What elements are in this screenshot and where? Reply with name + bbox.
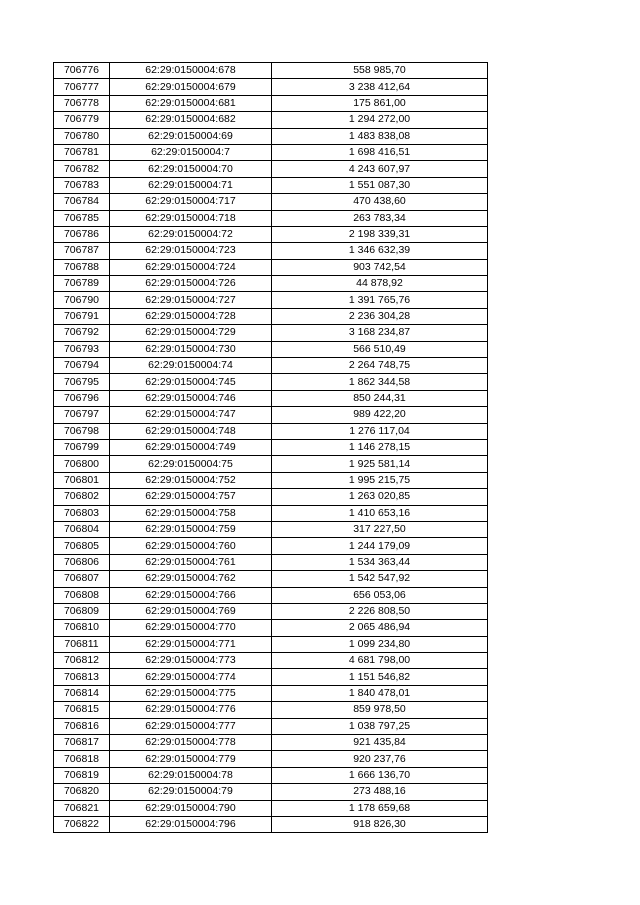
cadastral-value-cell: 1 483 838,08 — [272, 128, 488, 144]
row-number-cell: 706799 — [54, 439, 110, 455]
cadastral-number-cell: 62:29:0150004:760 — [110, 538, 272, 554]
cadastral-number-cell: 62:29:0150004:746 — [110, 390, 272, 406]
table-body — [54, 63, 488, 833]
row-number-cell: 706820 — [54, 784, 110, 800]
cadastral-number-cell: 62:29:0150004:678 — [110, 63, 272, 79]
table-row — [54, 292, 488, 308]
cadastral-value-cell: 470 438,60 — [272, 194, 488, 210]
cadastral-number-cell: 62:29:0150004:773 — [110, 653, 272, 669]
cadastral-number-cell: 62:29:0150004:717 — [110, 194, 272, 210]
cadastral-number-cell: 62:29:0150004:69 — [110, 128, 272, 144]
table-row — [54, 276, 488, 292]
row-number-cell: 706816 — [54, 718, 110, 734]
table-row — [54, 554, 488, 570]
cadastral-number-cell: 62:29:0150004:777 — [110, 718, 272, 734]
cadastral-value-cell: 1 178 659,68 — [272, 800, 488, 816]
cadastral-number-cell: 62:29:0150004:726 — [110, 276, 272, 292]
table-row — [54, 669, 488, 685]
table-row — [54, 800, 488, 816]
cadastral-value-cell: 4 681 798,00 — [272, 653, 488, 669]
table-row — [54, 226, 488, 242]
row-number-cell: 706797 — [54, 407, 110, 423]
row-number-cell: 706782 — [54, 161, 110, 177]
row-number-cell: 706780 — [54, 128, 110, 144]
cadastral-number-cell: 62:29:0150004:778 — [110, 735, 272, 751]
cadastral-number-cell: 62:29:0150004:762 — [110, 571, 272, 587]
row-number-cell: 706817 — [54, 735, 110, 751]
table-row — [54, 423, 488, 439]
cadastral-value-cell: 273 488,16 — [272, 784, 488, 800]
table-row — [54, 161, 488, 177]
cadastral-number-cell: 62:29:0150004:757 — [110, 489, 272, 505]
row-number-cell: 706805 — [54, 538, 110, 554]
row-number-cell: 706819 — [54, 767, 110, 783]
cadastral-value-cell: 1 840 478,01 — [272, 685, 488, 701]
row-number-cell: 706778 — [54, 95, 110, 111]
cadastral-number-cell: 62:29:0150004:723 — [110, 243, 272, 259]
table-row — [54, 341, 488, 357]
cadastral-number-cell: 62:29:0150004:774 — [110, 669, 272, 685]
table-row — [54, 751, 488, 767]
cadastral-number-cell: 62:29:0150004:718 — [110, 210, 272, 226]
cadastral-number-cell: 62:29:0150004:730 — [110, 341, 272, 357]
cadastral-value-cell: 1 244 179,09 — [272, 538, 488, 554]
row-number-cell: 706806 — [54, 554, 110, 570]
cadastral-number-cell: 62:29:0150004:770 — [110, 620, 272, 636]
table-row — [54, 702, 488, 718]
table-row — [54, 63, 488, 79]
cadastral-number-cell: 62:29:0150004:724 — [110, 259, 272, 275]
table-row — [54, 308, 488, 324]
cadastral-value-cell: 918 826,30 — [272, 816, 488, 832]
cadastral-number-cell: 62:29:0150004:7 — [110, 144, 272, 160]
cadastral-value-cell: 903 742,54 — [272, 259, 488, 275]
table-row — [54, 538, 488, 554]
cadastral-number-cell: 62:29:0150004:71 — [110, 177, 272, 193]
row-number-cell: 706791 — [54, 308, 110, 324]
row-number-cell: 706821 — [54, 800, 110, 816]
table-row — [54, 112, 488, 128]
cadastral-value-cell: 1 534 363,44 — [272, 554, 488, 570]
cadastral-value-cell: 1 666 136,70 — [272, 767, 488, 783]
row-number-cell: 706796 — [54, 390, 110, 406]
row-number-cell: 706807 — [54, 571, 110, 587]
cadastral-number-cell: 62:29:0150004:758 — [110, 505, 272, 521]
table-row — [54, 439, 488, 455]
cadastral-value-cell: 1 698 416,51 — [272, 144, 488, 160]
cadastral-number-cell: 62:29:0150004:74 — [110, 358, 272, 374]
cadastral-value-table — [53, 62, 488, 833]
cadastral-value-cell: 263 783,34 — [272, 210, 488, 226]
cadastral-value-cell: 3 168 234,87 — [272, 325, 488, 341]
row-number-cell: 706792 — [54, 325, 110, 341]
table-row — [54, 472, 488, 488]
row-number-cell: 706809 — [54, 603, 110, 619]
cadastral-value-cell: 989 422,20 — [272, 407, 488, 423]
table-row — [54, 259, 488, 275]
table-row — [54, 456, 488, 472]
table-row — [54, 210, 488, 226]
row-number-cell: 706776 — [54, 63, 110, 79]
cadastral-number-cell: 62:29:0150004:681 — [110, 95, 272, 111]
table-row — [54, 636, 488, 652]
table-row — [54, 587, 488, 603]
cadastral-number-cell: 62:29:0150004:745 — [110, 374, 272, 390]
row-number-cell: 706785 — [54, 210, 110, 226]
table-row — [54, 144, 488, 160]
cadastral-number-cell: 62:29:0150004:771 — [110, 636, 272, 652]
table-row — [54, 128, 488, 144]
cadastral-number-cell: 62:29:0150004:761 — [110, 554, 272, 570]
cadastral-number-cell: 62:29:0150004:769 — [110, 603, 272, 619]
row-number-cell: 706822 — [54, 816, 110, 832]
table-row — [54, 505, 488, 521]
table-row — [54, 653, 488, 669]
cadastral-number-cell: 62:29:0150004:75 — [110, 456, 272, 472]
cadastral-value-cell: 859 978,50 — [272, 702, 488, 718]
cadastral-value-cell: 850 244,31 — [272, 390, 488, 406]
table-row — [54, 784, 488, 800]
cadastral-value-cell: 44 878,92 — [272, 276, 488, 292]
table-row — [54, 603, 488, 619]
table-row — [54, 79, 488, 95]
table-row — [54, 325, 488, 341]
cadastral-value-cell: 4 243 607,97 — [272, 161, 488, 177]
cadastral-number-cell: 62:29:0150004:790 — [110, 800, 272, 816]
cadastral-value-cell: 1 276 117,04 — [272, 423, 488, 439]
table-row — [54, 194, 488, 210]
cadastral-number-cell: 62:29:0150004:78 — [110, 767, 272, 783]
table-row — [54, 816, 488, 832]
cadastral-number-cell: 62:29:0150004:759 — [110, 521, 272, 537]
row-number-cell: 706818 — [54, 751, 110, 767]
cadastral-number-cell: 62:29:0150004:776 — [110, 702, 272, 718]
cadastral-value-cell: 1 542 547,92 — [272, 571, 488, 587]
row-number-cell: 706784 — [54, 194, 110, 210]
cadastral-number-cell: 62:29:0150004:779 — [110, 751, 272, 767]
row-number-cell: 706783 — [54, 177, 110, 193]
cadastral-value-cell: 920 237,76 — [272, 751, 488, 767]
cadastral-number-cell: 62:29:0150004:79 — [110, 784, 272, 800]
row-number-cell: 706787 — [54, 243, 110, 259]
cadastral-value-cell: 558 985,70 — [272, 63, 488, 79]
cadastral-number-cell: 62:29:0150004:796 — [110, 816, 272, 832]
cadastral-value-cell: 1 263 020,85 — [272, 489, 488, 505]
cadastral-value-cell: 656 053,06 — [272, 587, 488, 603]
cadastral-number-cell: 62:29:0150004:766 — [110, 587, 272, 603]
cadastral-value-cell: 1 346 632,39 — [272, 243, 488, 259]
row-number-cell: 706788 — [54, 259, 110, 275]
row-number-cell: 706798 — [54, 423, 110, 439]
cadastral-number-cell: 62:29:0150004:748 — [110, 423, 272, 439]
cadastral-value-cell: 1 099 234,80 — [272, 636, 488, 652]
cadastral-number-cell: 62:29:0150004:747 — [110, 407, 272, 423]
table-row — [54, 374, 488, 390]
cadastral-value-cell: 566 510,49 — [272, 341, 488, 357]
cadastral-number-cell: 62:29:0150004:775 — [110, 685, 272, 701]
cadastral-number-cell: 62:29:0150004:749 — [110, 439, 272, 455]
cadastral-value-cell: 2 236 304,28 — [272, 308, 488, 324]
cadastral-number-cell: 62:29:0150004:752 — [110, 472, 272, 488]
cadastral-value-cell: 1 925 581,14 — [272, 456, 488, 472]
cadastral-number-cell: 62:29:0150004:729 — [110, 325, 272, 341]
cadastral-value-cell: 1 146 278,15 — [272, 439, 488, 455]
cadastral-value-cell: 1 038 797,25 — [272, 718, 488, 734]
row-number-cell: 706814 — [54, 685, 110, 701]
table-row — [54, 358, 488, 374]
table-row — [54, 620, 488, 636]
table-row — [54, 95, 488, 111]
cadastral-value-cell: 2 065 486,94 — [272, 620, 488, 636]
cadastral-value-cell: 175 861,00 — [272, 95, 488, 111]
row-number-cell: 706777 — [54, 79, 110, 95]
table-row — [54, 685, 488, 701]
row-number-cell: 706801 — [54, 472, 110, 488]
row-number-cell: 706810 — [54, 620, 110, 636]
row-number-cell: 706802 — [54, 489, 110, 505]
row-number-cell: 706811 — [54, 636, 110, 652]
row-number-cell: 706800 — [54, 456, 110, 472]
cadastral-value-cell: 1 995 215,75 — [272, 472, 488, 488]
table-row — [54, 407, 488, 423]
row-number-cell: 706804 — [54, 521, 110, 537]
row-number-cell: 706813 — [54, 669, 110, 685]
row-number-cell: 706808 — [54, 587, 110, 603]
cadastral-value-cell: 1 294 272,00 — [272, 112, 488, 128]
row-number-cell: 706794 — [54, 358, 110, 374]
row-number-cell: 706790 — [54, 292, 110, 308]
table-row — [54, 489, 488, 505]
table-row — [54, 243, 488, 259]
row-number-cell: 706815 — [54, 702, 110, 718]
cadastral-value-cell: 2 264 748,75 — [272, 358, 488, 374]
cadastral-value-cell: 317 227,50 — [272, 521, 488, 537]
table-row — [54, 767, 488, 783]
cadastral-value-cell: 1 151 546,82 — [272, 669, 488, 685]
cadastral-value-cell: 1 410 653,16 — [272, 505, 488, 521]
row-number-cell: 706803 — [54, 505, 110, 521]
cadastral-value-cell: 1 551 087,30 — [272, 177, 488, 193]
row-number-cell: 706812 — [54, 653, 110, 669]
cadastral-number-cell: 62:29:0150004:727 — [110, 292, 272, 308]
cadastral-value-cell: 3 238 412,64 — [272, 79, 488, 95]
table-row — [54, 390, 488, 406]
table-row — [54, 177, 488, 193]
cadastral-value-cell: 1 391 765,76 — [272, 292, 488, 308]
cadastral-value-cell: 2 198 339,31 — [272, 226, 488, 242]
row-number-cell: 706779 — [54, 112, 110, 128]
row-number-cell: 706781 — [54, 144, 110, 160]
cadastral-value-cell: 1 862 344,58 — [272, 374, 488, 390]
row-number-cell: 706786 — [54, 226, 110, 242]
cadastral-value-cell: 921 435,84 — [272, 735, 488, 751]
table-row — [54, 718, 488, 734]
table-row — [54, 521, 488, 537]
cadastral-number-cell: 62:29:0150004:682 — [110, 112, 272, 128]
cadastral-number-cell: 62:29:0150004:679 — [110, 79, 272, 95]
cadastral-number-cell: 62:29:0150004:70 — [110, 161, 272, 177]
row-number-cell: 706789 — [54, 276, 110, 292]
cadastral-number-cell: 62:29:0150004:72 — [110, 226, 272, 242]
row-number-cell: 706793 — [54, 341, 110, 357]
row-number-cell: 706795 — [54, 374, 110, 390]
table-row — [54, 571, 488, 587]
cadastral-number-cell: 62:29:0150004:728 — [110, 308, 272, 324]
cadastral-value-cell: 2 226 808,50 — [272, 603, 488, 619]
table-row — [54, 735, 488, 751]
